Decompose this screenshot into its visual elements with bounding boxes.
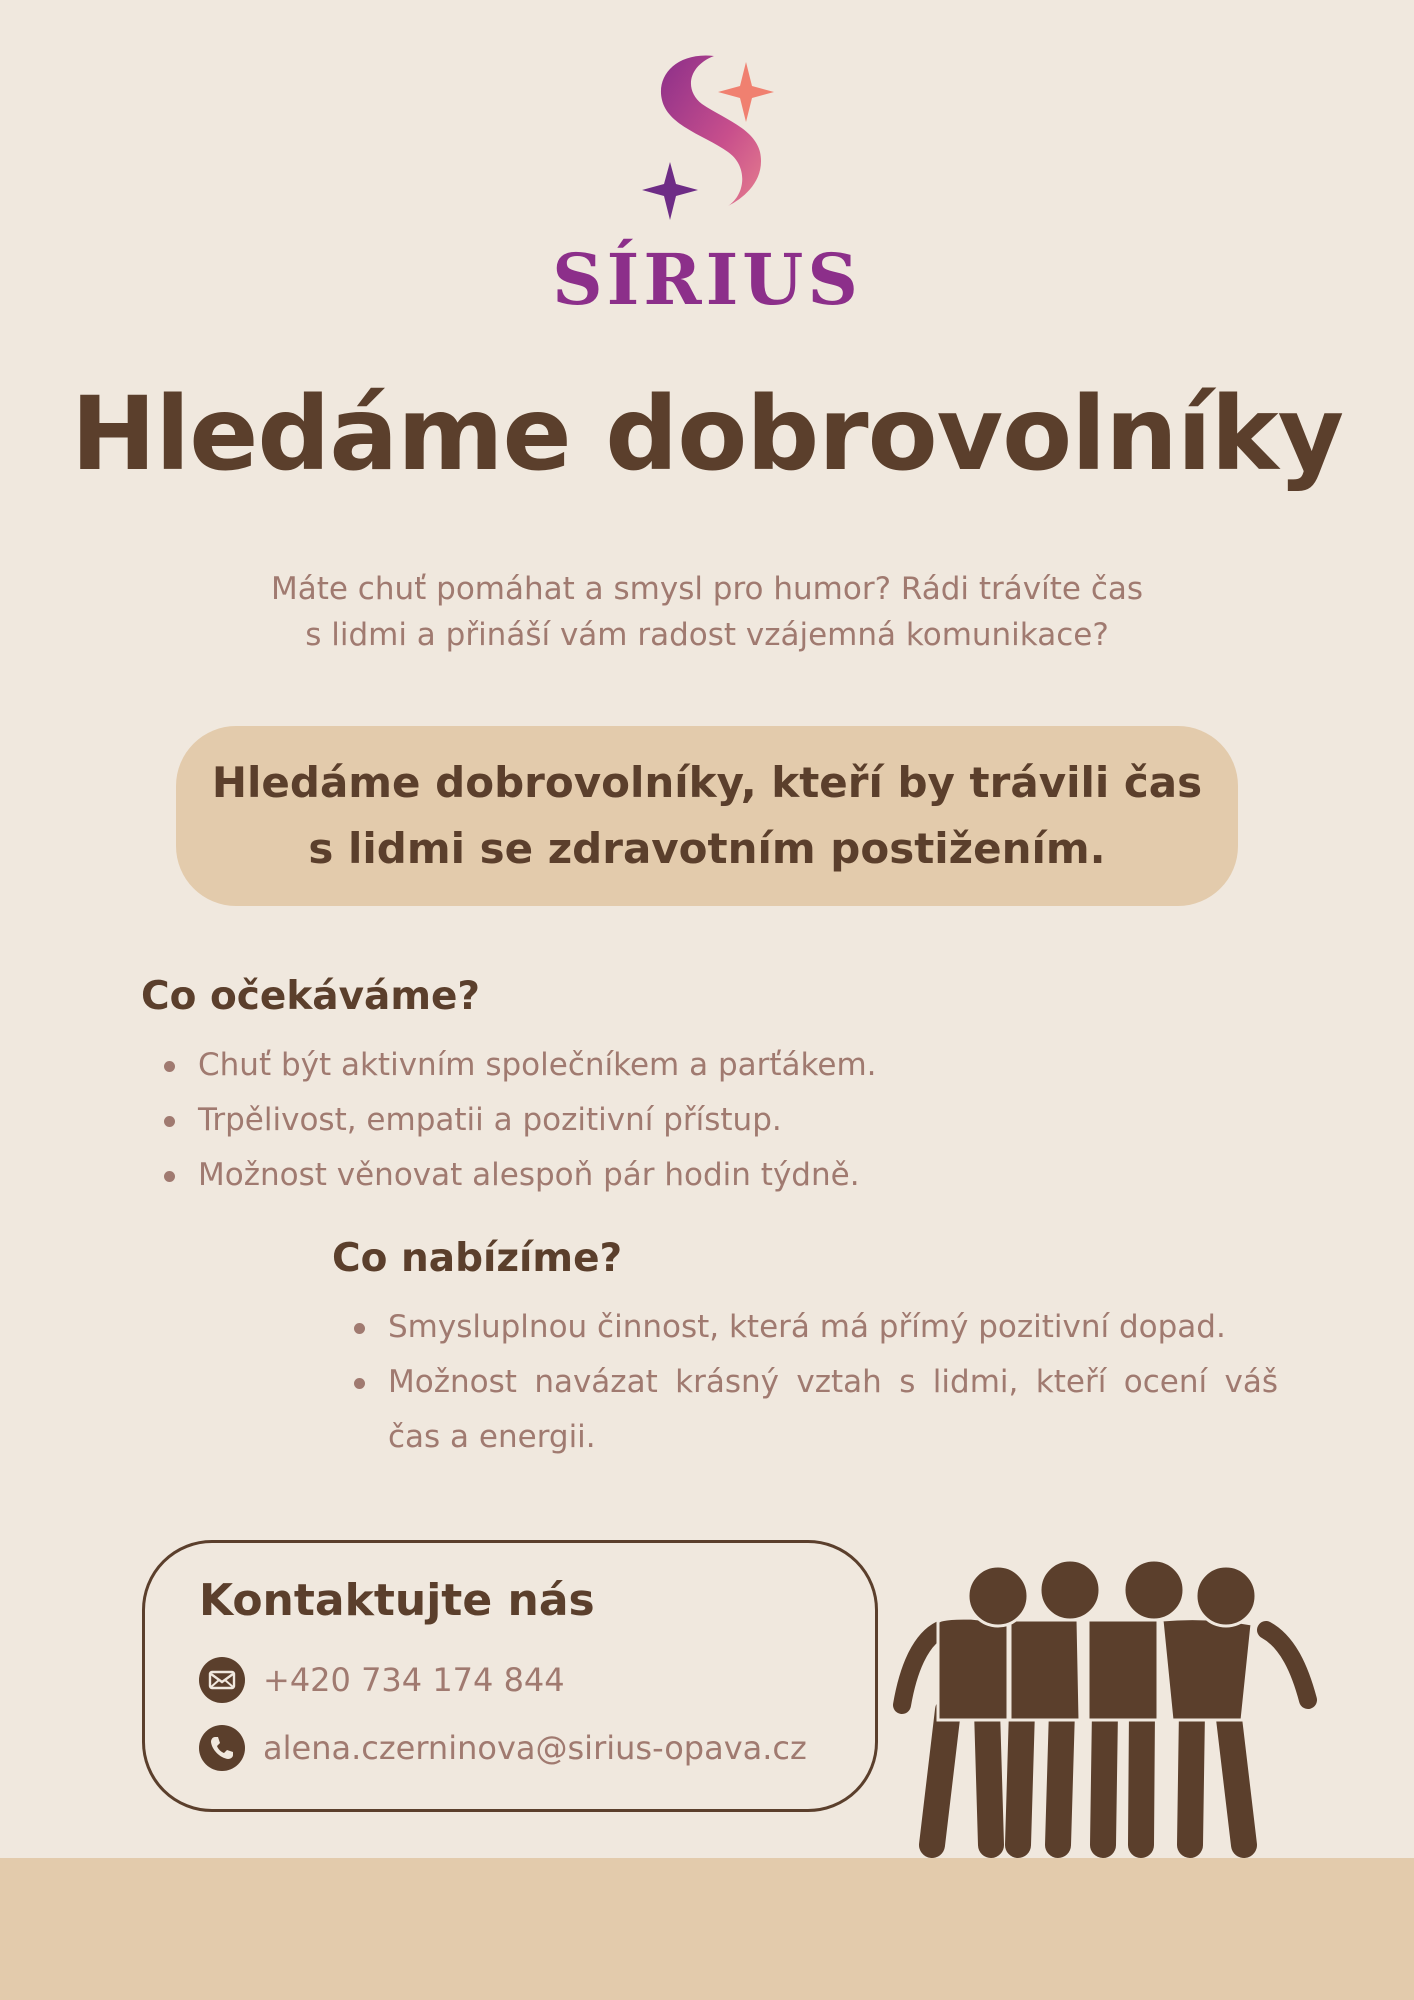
intro-line: s lidmi a přináší vám radost vzájemná komunikace?: [305, 617, 1109, 653]
people-group-icon: [890, 1560, 1340, 1860]
expect-list: [158, 1038, 1058, 1203]
contact-email[interactable]: alena.czerninova@sirius-opava.cz: [263, 1729, 807, 1767]
contact-phone-row[interactable]: [199, 1655, 565, 1705]
list-item: Možnost navázat krásný vztah s lidmi, kteří ocení váš čas a energii.: [348, 1355, 1278, 1465]
highlight-line: Hledáme dobrovolníky, kteří by trávili čas: [211, 758, 1203, 807]
highlight-line: s lidmi se zdravotním postižením.: [308, 824, 1106, 873]
expect-heading: Co očekáváme?: [141, 974, 481, 1019]
page-title: Hledáme dobrovolníky: [70, 375, 1344, 494]
brand-name: SÍRIUS: [552, 238, 862, 321]
list-item: Chuť být aktivním společníkem a parťákem.: [158, 1038, 1058, 1093]
intro-line: Máte chuť pomáhat a smysl pro humor? Rádi trávíte čas: [270, 571, 1144, 607]
offer-heading: Co nabízíme?: [332, 1236, 623, 1281]
contact-phone[interactable]: +420 734 174 844: [263, 1661, 565, 1699]
contact-heading: Kontaktujte nás: [199, 1575, 595, 1626]
phone-icon: [199, 1725, 245, 1771]
offer-list: [348, 1300, 1278, 1465]
highlight-banner: [176, 726, 1238, 906]
footer-band: [0, 1858, 1414, 2000]
envelope-icon: [199, 1657, 245, 1703]
intro-text: [200, 566, 1214, 658]
list-item: Možnost věnovat alespoň pár hodin týdně.: [158, 1148, 1058, 1203]
sirius-logo-icon: [636, 48, 786, 238]
brand-logo: [0, 48, 1414, 321]
contact-box: [142, 1540, 878, 1812]
contact-email-row[interactable]: [199, 1723, 807, 1773]
list-item: Trpělivost, empatii a pozitivní přístup.: [158, 1093, 1058, 1148]
list-item: Smysluplnou činnost, která má přímý pozitivní dopad.: [348, 1300, 1278, 1355]
